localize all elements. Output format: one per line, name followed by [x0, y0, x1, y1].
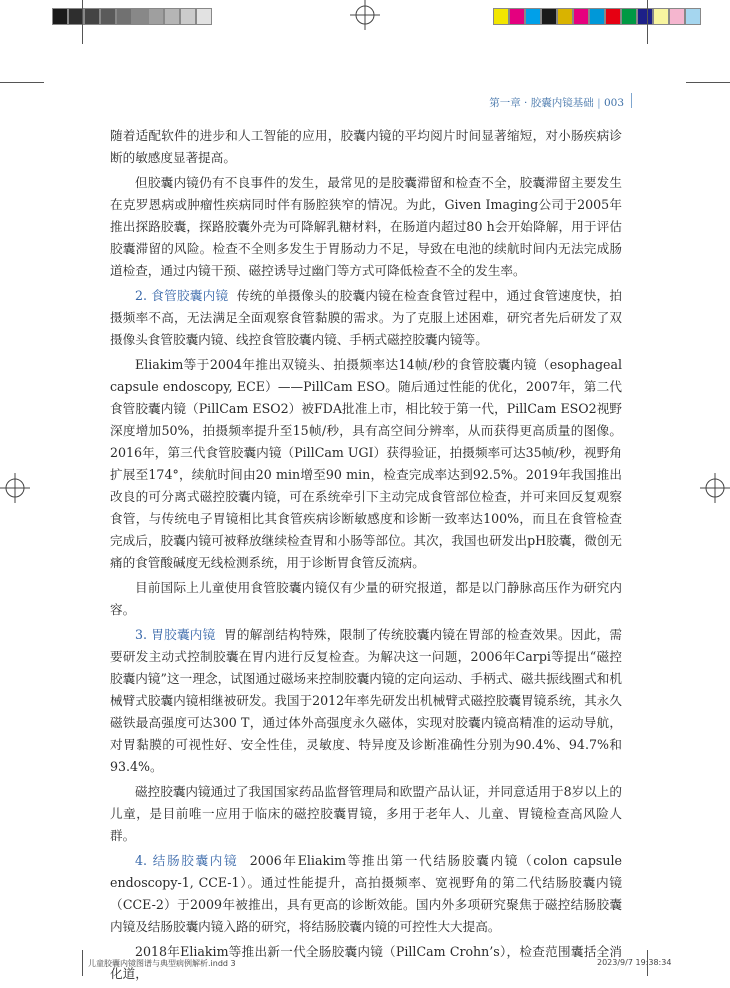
calibration-swatch [637, 8, 653, 25]
paragraph: Eliakim等于2004年推出双镜头、拍摄频率达14帧/秒的食管胶囊内镜（esophageal capsule endoscopy, ECE）——PillCam ESO。随后通过性能的优化，2007年，第二代食管胶囊内镜（PillCam ESO2）被FDA批准上市，相比较于第一代，PillCam ESO2视野深度增加50%，拍摄频率提升至15帧/秒，具有高空间分辨率，从而获得更高质量的图像。2016年，第三代食管胶囊内镜（PillCam UGI）获得验证，拍摄频率可达35帧/秒，视野角扩展至174°，续航时间由20 min增至90 min，检查完成率达到92.5%。2019年我国推出改良的可分离式磁控胶囊内镜，可在系统牵引下主动完成食管部位检查，并可来回反复观察食管，与传统电子胃镜相比其食管疾病诊断敏感度和诊断一致率达100%，而且在食管检查完成后，胶囊内镜可被释放继续检查胃和小肠等部位。其次，我国也研发出pH胶囊，微创无痛的食管酸碱度无线检测系统，用于诊断胃食管反流病。 [110, 357, 622, 570]
registration-mark-left [0, 473, 30, 503]
calibration-swatch [605, 8, 621, 25]
calibration-swatch [621, 8, 637, 25]
calibration-swatch [196, 8, 212, 25]
header-separator: | [597, 97, 604, 109]
calibration-swatch [653, 8, 669, 25]
grayscale-calibration-strip [52, 8, 212, 25]
calibration-swatch [573, 8, 589, 25]
calibration-swatch [509, 8, 525, 25]
calibration-swatch [116, 8, 132, 25]
calibration-swatch [685, 8, 701, 25]
section-heading-colon: 4. 结肠胶囊内镜 [135, 853, 239, 868]
calibration-swatch [132, 8, 148, 25]
registration-mark-right [700, 473, 730, 503]
calibration-swatch [164, 8, 180, 25]
calibration-swatch [84, 8, 100, 25]
color-calibration-strip [493, 8, 701, 25]
calibration-swatch [493, 8, 509, 25]
paragraph: 磁控胶囊内镜通过了我国国家药品监督管理局和欧盟产品认证，并同意适用于8岁以上的儿童，是目前唯一应用于临床的磁控胶囊胃镜，多用于老年人、儿童、胃镜检查高风险人群。 [110, 784, 622, 843]
calibration-swatch [100, 8, 116, 25]
paragraph: 随着适配软件的进步和人工智能的应用，胶囊内镜的平均阅片时间显著缩短，对小肠疾病诊断的敏感度显著提高。 [110, 128, 622, 165]
crop-mark-top-right-h [686, 82, 730, 83]
calibration-swatch [669, 8, 685, 25]
calibration-swatch [557, 8, 573, 25]
crop-mark-top-right-v [647, 0, 648, 44]
footer-file-name: 儿童胶囊内镜图谱与典型病例解析.indd 3 [88, 959, 236, 968]
paragraph: 4. 结肠胶囊内镜 2006年Eliakim等推出第一代结肠胶囊内镜（colon capsule endoscopy-1, CCE-1）。通过性能提升，高拍摄频率、宽视野角的第二代结肠胶囊内镜（CCE-2）于2009年被推出，具有更高的诊断效能。国内外多项研究聚焦于磁控结肠胶囊内镜及结肠胶囊内镜入路的研究，将结肠胶囊内镜的可控性大大提高。 [110, 853, 622, 934]
calibration-swatch [148, 8, 164, 25]
section-heading-esophageal: 2. 食管胶囊内镜 [135, 288, 229, 303]
crop-mark-top-left-v [82, 0, 83, 44]
crop-mark-top-left-h [0, 82, 44, 83]
section-heading-gastric: 3. 胃胶囊内镜 [135, 627, 216, 642]
paragraph: 2018年Eliakim等推出新一代全肠胶囊内镜（PillCam Crohn’s），检查范围囊括全消化道， [110, 944, 622, 981]
page-number: 003 [603, 97, 624, 109]
registration-mark-top [350, 0, 380, 30]
running-title: 第一章 · 胶囊内镜基础 [489, 97, 594, 109]
paragraph: 3. 胃胶囊内镜 胃的解剖结构特殊，限制了传统胶囊内镜在胃部的检查效果。因此，需要研发主动式控制胶囊在胃内进行反复检查。为解决这一问题，2006年Carpi等提出“磁控胶囊内镜”这一理念，试图通过磁场来控制胶囊内镜的定向运动、手柄式、磁共振线圈式和机械臂式胶囊内镜相继被研发。我国于2012年率先研发出机械臂式磁控胶囊胃镜系统，其永久磁铁最高强度可达300 T，通过体外高强度永久磁体，实现对胶囊内镜高精准的运动导航，对胃黏膜的可视性好、安全性佳，灵敏度、特异度及诊断准确性分别为90.4%、94.7%和93.4%。 [110, 627, 622, 774]
calibration-swatch [180, 8, 196, 25]
calibration-swatch [525, 8, 541, 25]
paragraph: 目前国际上儿童使用食管胶囊内镜仅有少量的研究报道，都是以门静脉高压作为研究内容。 [110, 580, 622, 617]
calibration-swatch [52, 8, 68, 25]
running-header [489, 95, 624, 110]
calibration-swatch [541, 8, 557, 25]
header-rule [631, 93, 632, 108]
calibration-swatch [589, 8, 605, 25]
paragraph: 但胶囊内镜仍有不良事件的发生，最常见的是胶囊滞留和检查不全，胶囊滞留主要发生在克罗恩病或肿瘤性疾病同时伴有肠腔狭窄的情况。为此，Given Imaging公司于2005年推出探路胶囊，探路胶囊外壳为可降解乳糖材料，在肠道内超过80 h会开始降解，用于评估胶囊滞留的风险。检查不全则多发生于胃肠动力不足，导致在电池的续航时间内无法完成肠道检查，通过内镜干预、磁控诱导过幽门等方式可降低检查不全的发生率。 [110, 175, 622, 278]
paragraph: 2. 食管胶囊内镜 传统的单摄像头的胶囊内镜在检查食管过程中，通过食管速度快，拍摄频率不高，无法满足全面观察食管黏膜的需求。为了克服上述困难，研究者先后研发了双摄像头食管胶囊内镜、线控食管胶囊内镜、手柄式磁控胶囊内镜等。 [110, 288, 622, 347]
crop-mark-bottom-left-v [82, 950, 83, 976]
footer-timestamp: 2023/9/7 19:38:34 [597, 958, 672, 967]
body-text [110, 125, 622, 988]
